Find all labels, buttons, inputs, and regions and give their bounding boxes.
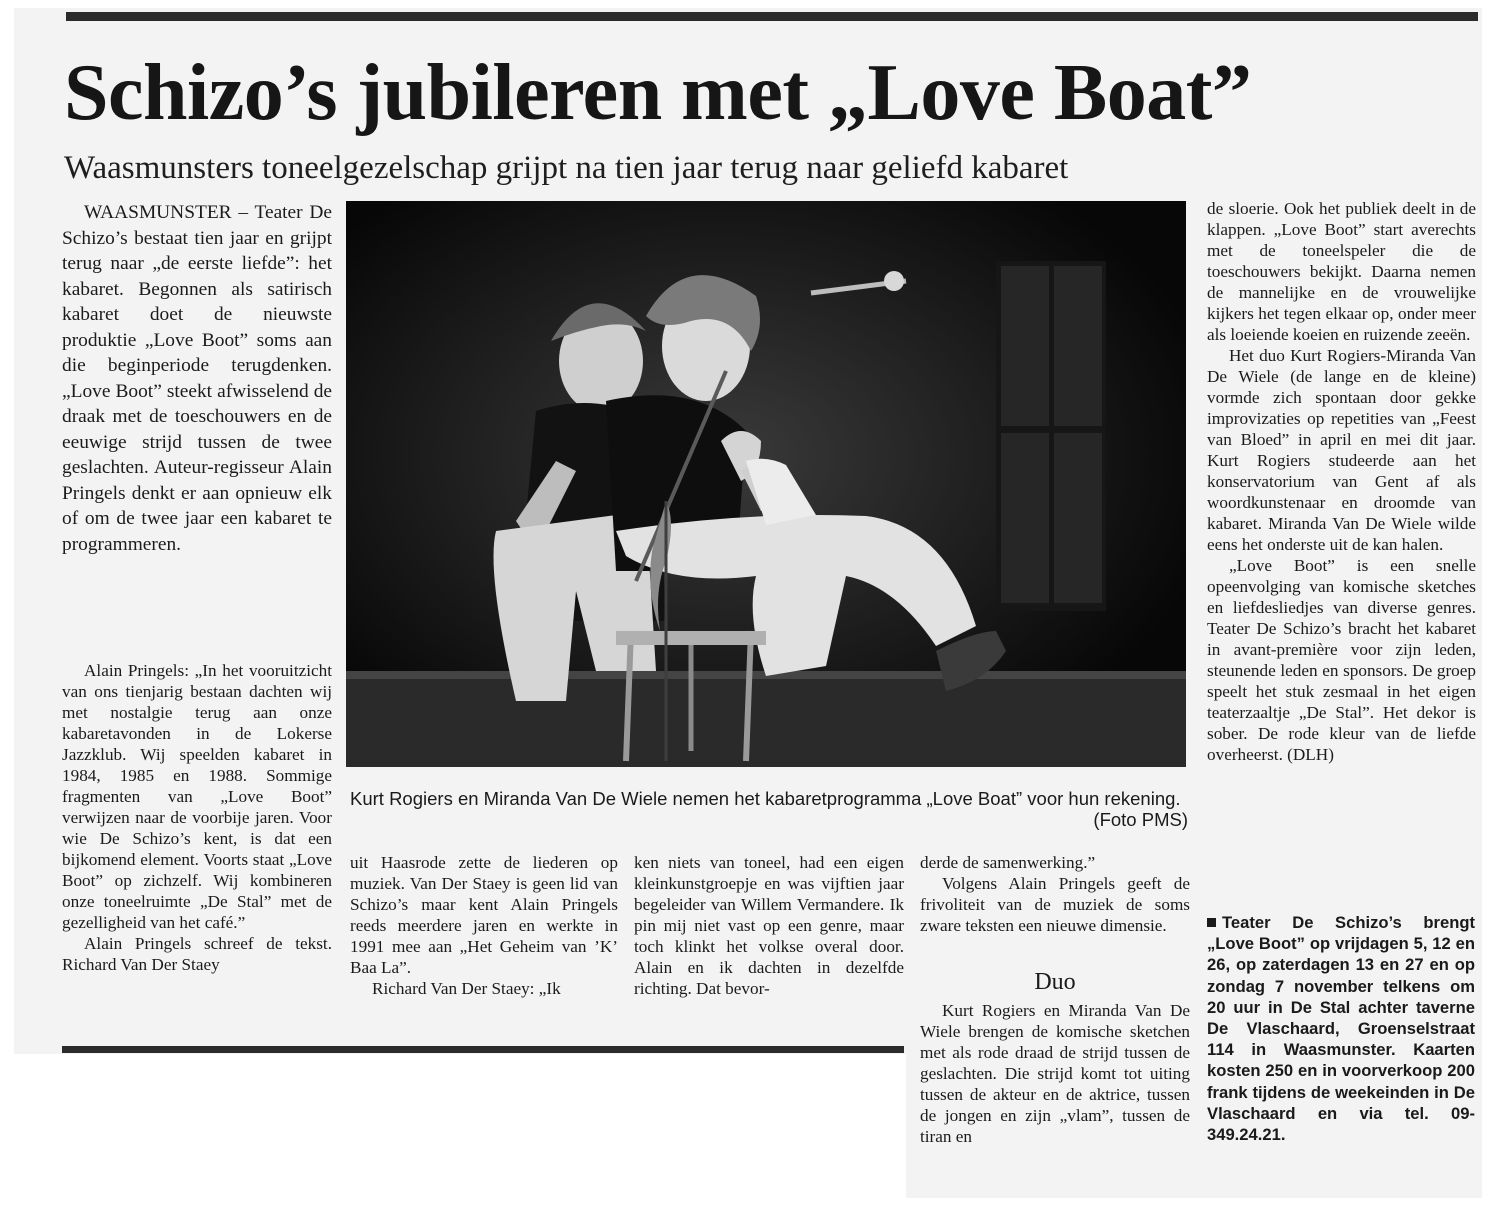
stage-photo <box>346 201 1186 767</box>
column-1 <box>62 660 332 975</box>
photo-credit: (Foto PMS) <box>1093 809 1188 830</box>
info-box <box>1207 912 1475 1145</box>
subheadline: Waasmunsters toneelgezelschap grijpt na tien jaar terug naar geliefd kabaret <box>64 150 1069 186</box>
paragraph: „Love Boot” is een snelle opeenvolging van komische sketches en liefdesliedjes van diverse genres. Teater De Schizo’s bracht het kabaret in avant-première voor zijn leden, steunende leden en sponsors. De groep speelt het stuk zesmaal in het eigen teaterzaaltje „De Stal”. Het dekor is sober. De rode kleur van de liefde overheerst. (DLH) <box>1207 556 1476 764</box>
bullet-square-icon <box>1207 918 1216 927</box>
info-box-text: Teater De Schizo’s brengt „Love Boot” op vrijdagen 5, 12 en 26, op zaterdagen 13 en 27 en op zondag 7 november telkens om 20 uur in De Stal achter taverne De Vlaschaard, Groenselstraat 114 in Waasmunster. Kaarten kosten 250 en in voorverkoop 200 frank tijdens de weekeinden in De Vlaschaard en via tel. 09-349.24.21. <box>1207 913 1475 1145</box>
intro-column <box>62 200 332 557</box>
paragraph: Kurt Rogiers en Miranda Van De Wiele brengen de komische sketchen met als rode draad de strijd tussen de geslachten. Die strijd komt tot uiting tussen de akteur en de aktrice, tussen de jongen en zijn „vlam”, tussen de tiran en <box>920 1001 1190 1146</box>
photo-caption <box>350 788 1188 830</box>
column-4 <box>920 852 1190 936</box>
bottom-rule <box>62 1046 904 1053</box>
paragraph: de sloerie. Ook het publiek deelt in de klappen. „Love Boot” start averechts met de toneelspeler die de toeschouwers bekijkt. Daarna nemen de mannelijke en de vrouwelijke kijkers het tegen elkaar op, onder meer als loeiende koeien en ruizende zeeën. <box>1207 199 1476 344</box>
column-3 <box>634 852 904 999</box>
caption-text: Kurt Rogiers en Miranda Van De Wiele nemen het kabaretprogramma „Love Boat” voor hun rekening. <box>350 788 1181 809</box>
intro-paragraph: WAASMUNSTER – Teater De Schizo’s bestaat tien jaar en grijpt terug naar „de eerste liefde”: het kabaret. Begonnen als satirisch kabaret doet de nieuwste produktie „Love Boot” soms aan die beginperiode terugdenken. „Love Boot” steekt afwisselend de draak met de toeschouwers en de eeuwige strijd tussen de twee geslachten. Auteur-regisseur Alain Pringels denkt er aan opnieuw elk of om de twee jaar een kabaret te programmeren. <box>62 202 332 555</box>
column-4-duo <box>920 1000 1190 1147</box>
paragraph: Volgens Alain Pringels geeft de frivoliteit van de muziek de soms zware teksten een nieuwe dimensie. <box>920 874 1190 935</box>
paragraph: ken niets van toneel, had een eigen kleinkunstgroepje en was vijftien jaar begeleider van Willem Vermandere. Ik pin mij niet vast op een genre, maar toch klinkt het volkse overal door. Alain en ik dachten in dezelfde richting. Dat bevor- <box>634 853 904 998</box>
paragraph: derde de samenwerking.” <box>920 853 1096 872</box>
stage-photo-illustration <box>346 201 1186 767</box>
top-rule <box>66 12 1478 21</box>
paragraph: Richard Van Der Staey: „Ik <box>372 979 561 998</box>
headline: Schizo’s jubileren met „Love Boat” <box>64 49 1252 137</box>
clipping-cut-edge <box>0 1054 912 1224</box>
right-column <box>1207 198 1476 765</box>
paragraph: Alain Pringels schreef de tekst. Richard Van Der Staey <box>62 934 332 974</box>
subheading-duo: Duo <box>1034 969 1076 995</box>
paragraph: uit Haasrode zette de liederen op muziek. Van Der Staey is geen lid van Schizo’s maar kent Alain Pringels reeds meerdere jaren en werkte in 1991 mee aan „Het Geheim van ’K’ Baa La”. <box>350 853 618 977</box>
paragraph: Het duo Kurt Rogiers-Miranda Van De Wiele (de lange en de kleine) vormde zich spontaan door gekke improvizaties op repetities van „Feest van Bloed” in april en mei dit jaar. Kurt Rogiers studeerde aan het konservatorium van Gent af als woordkunstenaar en droomde van kabaret. Miranda Van De Wiele wilde eens het onderste uit de kan halen. <box>1207 346 1476 554</box>
column-2 <box>350 852 618 999</box>
paragraph: Alain Pringels: „In het vooruitzicht van ons tienjarig bestaan dachten wij met nostalgie terug aan onze kabaretavonden in de Lokerse Jazzklub. Wij speelden kabaret in 1984, 1985 en 1988. Sommige fragmenten van „Love Boot” verwijzen naar de voorbije jaren. Voor wie De Schizo’s kent, is dat een bijkomend element. Voorts staat „Love Boot” op zichzelf. Wij kombineren onze toneelruimte „De Stal” met de gezelligheid van het café.” <box>62 661 332 932</box>
